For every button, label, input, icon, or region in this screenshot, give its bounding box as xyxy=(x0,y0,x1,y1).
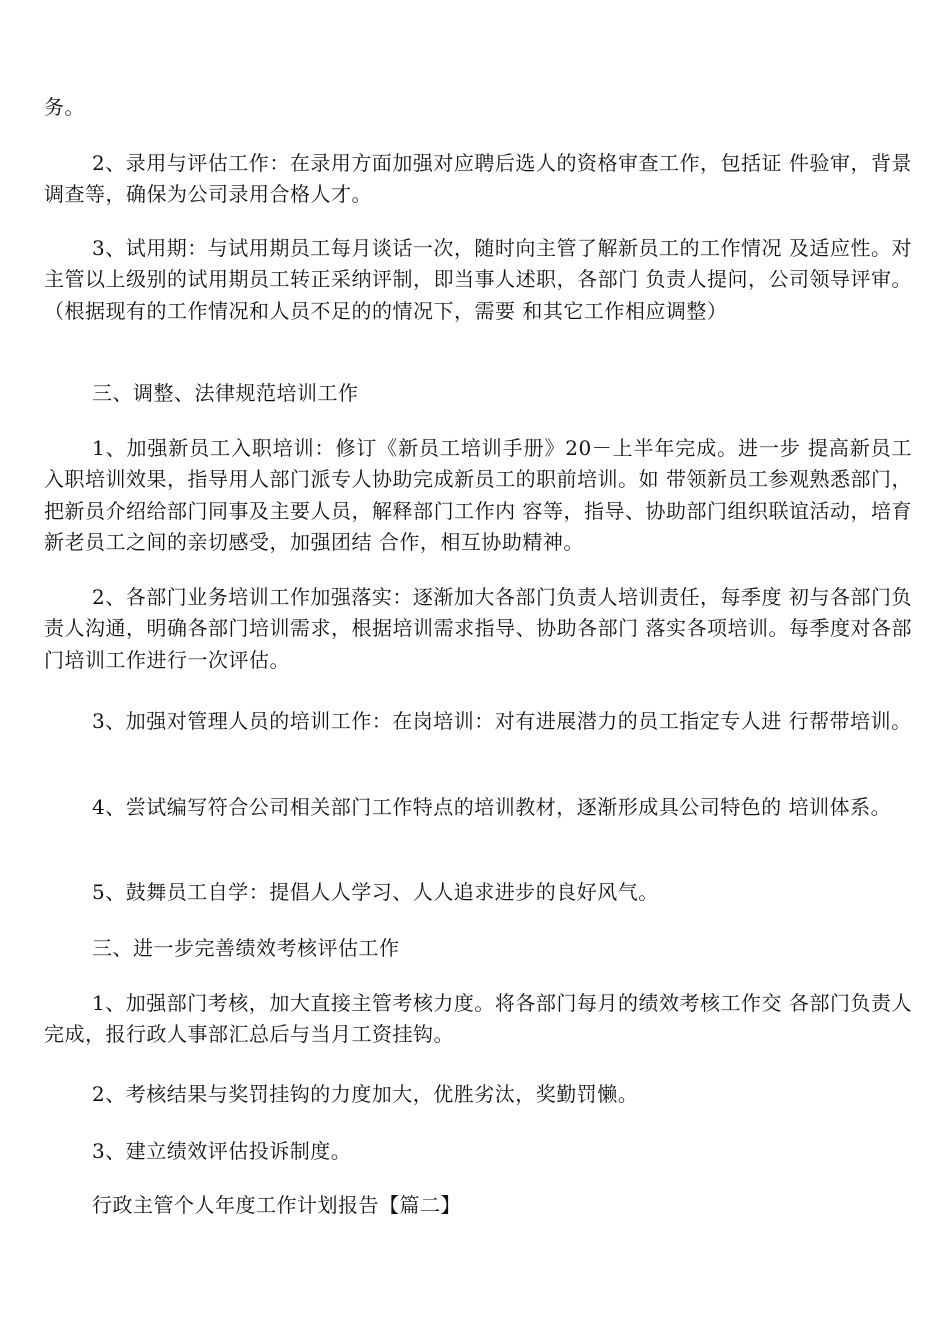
paragraph-new-employee-training: 1、加强新员工入职培训：修订《新员工培训手册》20－上半年完成。进一步 提高新员工入职培训效果，指导用人部门派专人协助完成新员工的职前培训。如 带领新员工参观熟悉部门，把新员介绍给部门同事及主要人员，解释部门工作内 容等，指导、协助部门组织联谊活动，培育新老员工之间的亲切感受，加强团结 合作，相互协助精神。 xyxy=(44,436,912,555)
paragraph-self-study: 5、鼓舞员工自学：提倡人人学习、人人追求进步的良好风气。 xyxy=(92,880,659,904)
paragraph-recruitment-evaluation: 2、录用与评估工作：在录用方面加强对应聘后选人的资格审查工作，包括证 件验审，背景调查等，确保为公司录用合格人才。 xyxy=(44,151,912,207)
paragraph-rewards-penalties: 2、考核结果与奖罚挂钩的力度加大，优胜劣汰，奖勤罚懒。 xyxy=(92,1082,639,1106)
paragraph-complaint-system: 3、建立绩效评估投诉制度。 xyxy=(92,1139,352,1163)
paragraph-continuation: 务。 xyxy=(44,95,85,119)
paragraph-probation: 3、试用期：与试用期员工每月谈话一次，随时向主管了解新员工的工作情况 及适应性。对主管以上级别的试用期员工转正采纳评制，即当事人述职，各部门 负责人提问，公司领导评审。（根据现有的工作情况和人员不足的的情况下，需要 和其它工作相应调整） xyxy=(44,236,912,323)
paragraph-department-assessment: 1、加强部门考核，加大直接主管考核力度。将各部门每月的绩效考核工作交 各部门负责人完成，报行政人事部汇总后与当月工资挂钩。 xyxy=(44,991,912,1047)
section-heading-performance: 三、进一步完善绩效考核评估工作 xyxy=(92,936,400,960)
section-heading-training: 三、调整、法律规范培训工作 xyxy=(92,381,359,405)
paragraph-training-materials: 4、尝试编写符合公司相关部门工作特点的培训教材，逐渐形成具公司特色的 培训体系。 xyxy=(92,795,892,819)
paragraph-department-training: 2、各部门业务培训工作加强落实：逐渐加大各部门负责人培训责任，每季度 初与各部门负责人沟通，明确各部门培训需求，根据培训需求指导、协助各部门 落实各项培训。每季度对各部门培训工作进行一次评估。 xyxy=(44,585,912,672)
paragraph-manager-training: 3、加强对管理人员的培训工作：在岗培训：对有进展潜力的员工指定专人进 行帮带培训。 xyxy=(92,709,912,733)
section-heading-part-two: 行政主管个人年度工作计划报告【篇二】 xyxy=(92,1193,461,1217)
